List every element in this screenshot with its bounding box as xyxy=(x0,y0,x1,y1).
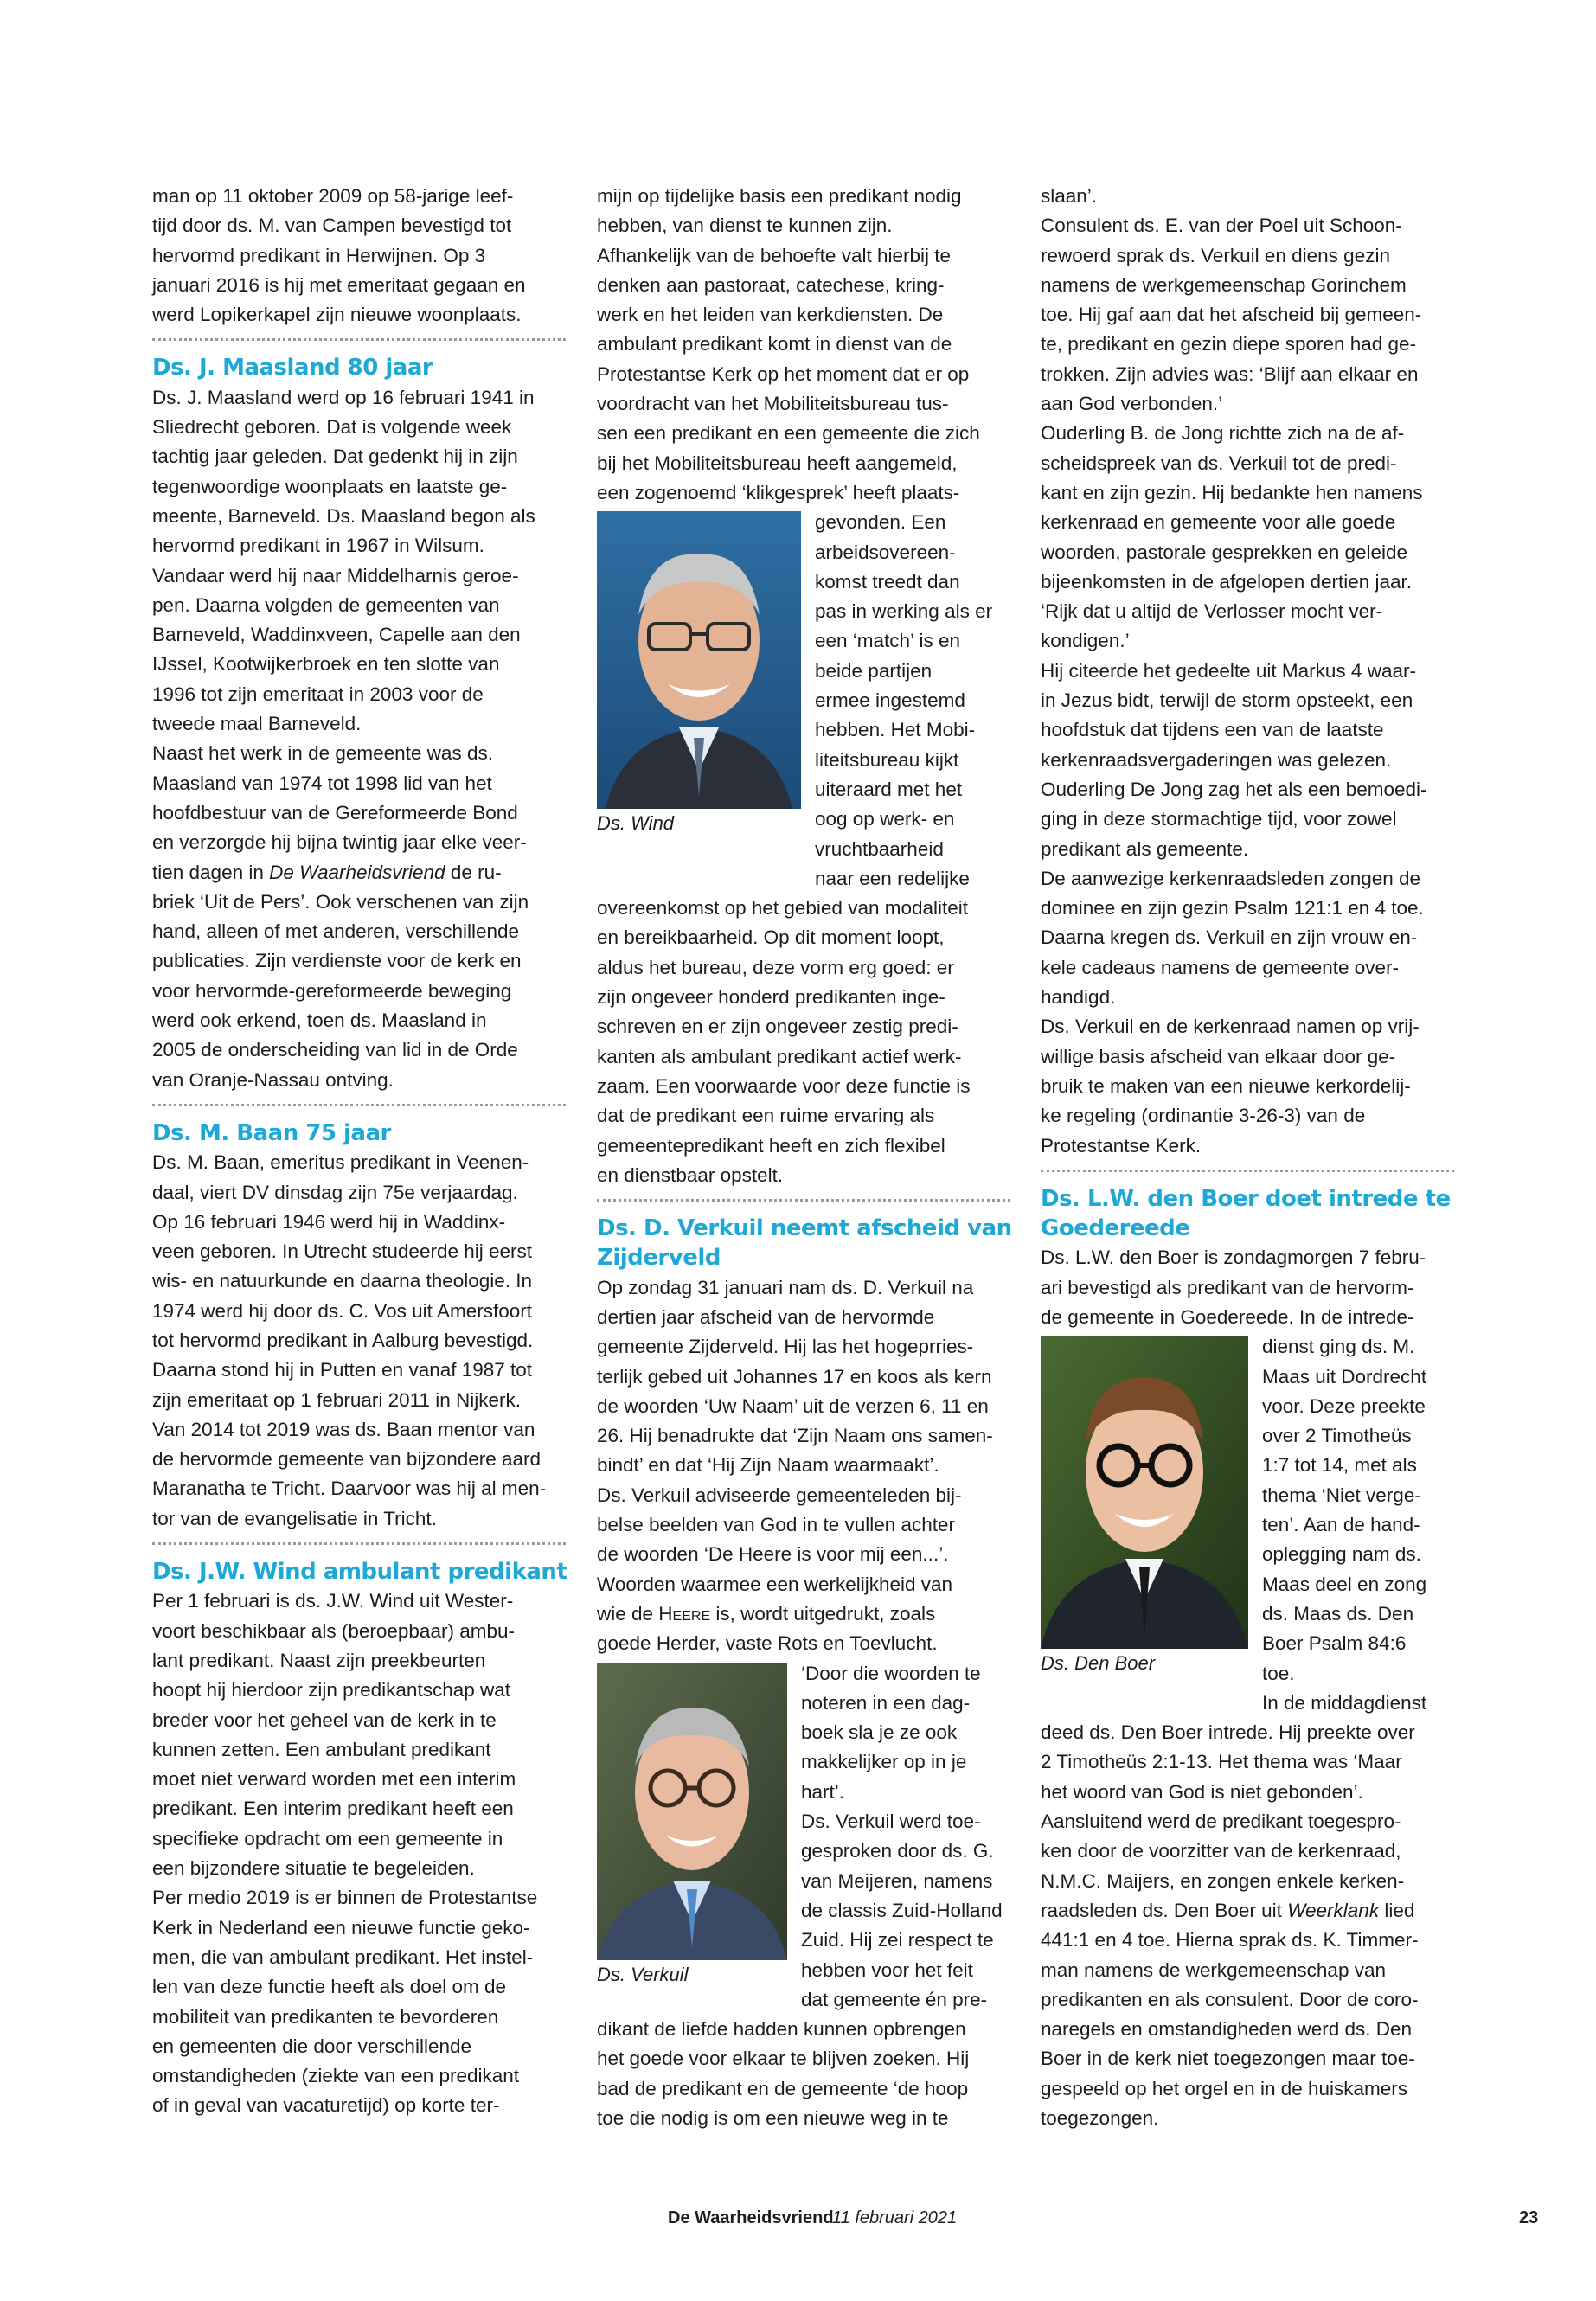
text-line: tweede maal Barneveld. xyxy=(152,713,362,735)
text-line: voor hervormde-gereformeerde beweging xyxy=(152,979,512,1002)
den-boer-weerklank-line: raadsleden ds. Den Boer uit Weerklank lied xyxy=(1041,1899,1415,1921)
verkuil-heere-line: wie de Heere is, wordt uitgedrukt, zoals xyxy=(597,1602,936,1625)
text-line: Protestantse Kerk op het moment dat er op xyxy=(597,362,970,385)
text-line: tor van de evangelisatie in Tricht. xyxy=(152,1507,437,1529)
text-line: bindt’ en dat ‘Hij Zijn Naam waarmaakt’. xyxy=(597,1454,939,1477)
text-line: De aanwezige kerkenraadsleden zongen de xyxy=(1041,867,1421,889)
text-line: Maranatha te Tricht. Daarvoor was hij al men- xyxy=(152,1477,547,1500)
text-line: oog op werk- en xyxy=(815,808,955,830)
den-boer-text-b xyxy=(1041,1718,1454,1896)
text-line: ging in deze stormachtige tijd, voor zowel xyxy=(1041,808,1397,830)
text-line: denken aan pastoraat, catechese, kring- xyxy=(597,273,945,296)
text-line: Van 2014 tot 2019 was ds. Baan mentor van xyxy=(152,1418,535,1440)
text-line: vruchtbaarheid xyxy=(815,837,944,860)
text-line: toe die nodig is om een nieuwe weg in te xyxy=(597,2107,949,2129)
text-line: gesproken door ds. G. xyxy=(801,1840,994,1862)
text-line: mobiliteit van predikanten te bevorderen xyxy=(152,2005,499,2028)
text-line: breder voor het geheel van de kerk in te xyxy=(152,1708,497,1731)
text-line: Ds. J. Maasland werd op 16 februari 1941 in xyxy=(152,386,535,408)
column-1 xyxy=(152,182,566,2121)
text-line: in Jezus bidt, terwijl de storm opsteekt, een xyxy=(1041,689,1413,712)
text-line: ‘Rijk dat u altijd de Verlosser mocht ver- xyxy=(1041,600,1383,623)
den-boer-text xyxy=(1041,1243,1454,1332)
text-line: werk en het leiden van kerkdiensten. De xyxy=(597,304,944,326)
wind-text-end xyxy=(597,894,1010,1190)
maasland-text-b xyxy=(152,888,566,1095)
text-line: schreven en er zijn ongeveer zestig predi- xyxy=(597,1016,958,1038)
text-line: 2 Timotheüs 2:1-13. Het thema was ‘Maar xyxy=(1041,1751,1402,1773)
text-line: zijn emeritaat op 1 februari 2011 in Nijkerk. xyxy=(152,1388,522,1411)
text-line: hervormd predikant in 1967 in Wilsum. xyxy=(152,535,484,557)
text-line: tegenwoordige woonplaats en laatste ge- xyxy=(152,475,508,497)
text-line: hand, alleen of met anderen, verschillende xyxy=(152,920,520,943)
den-boer-text-c xyxy=(1041,1926,1454,2133)
text-line: ke regeling (ordinantie 3-26-3) van de xyxy=(1041,1105,1366,1127)
wind-photo-block xyxy=(597,508,1010,894)
text-line: moet niet verward worden met een interim xyxy=(152,1768,516,1791)
text-line: predikant als gemeente. xyxy=(1041,837,1249,860)
wind-side-text xyxy=(815,508,1010,894)
text-line: zijn ongeveer honderd predikanten inge- xyxy=(597,986,945,1009)
text-line: pen. Daarna volgden de gemeenten van xyxy=(152,593,500,616)
text-line: slaan’. xyxy=(1041,185,1098,207)
heading-verkuil: Ds. D. Verkuil neemt afscheid van Zijderveld xyxy=(597,1215,1012,1272)
text-line: meente, Barneveld. Ds. Maasland begon als xyxy=(152,504,535,527)
text-line: Maas uit Dordrecht xyxy=(1262,1365,1427,1388)
text-line: ten’. Aan de hand- xyxy=(1262,1514,1420,1536)
verkuil-text-line: goede Herder, vaste Rots en Toevlucht. xyxy=(597,1632,938,1655)
text-line: dat de predikant een ruime ervaring als xyxy=(597,1105,935,1127)
text-line: publicaties. Zijn verdienste voor de kerk en xyxy=(152,950,522,972)
text-line: van Oranje-Nassau ontving. xyxy=(152,1068,394,1091)
heading-maasland: Ds. J. Maasland 80 jaar xyxy=(152,355,433,381)
wind-text xyxy=(152,1586,566,2120)
intro-paragraph xyxy=(152,182,566,330)
text-line: Aansluitend werd de predikant toegespro- xyxy=(1041,1811,1401,1833)
text-line: specifieke opdracht om een gemeente in xyxy=(152,1827,503,1849)
text-line: Kerk in Nederland een nieuwe functie geko- xyxy=(152,1916,530,1939)
text-line: bad de predikant en de gemeente ‘de hoop xyxy=(597,2077,969,2099)
text-line: het woord van God is niet gebonden’. xyxy=(1041,1780,1363,1803)
page-number: 23 xyxy=(1519,2208,1539,2227)
text-line: dominee en zijn gezin Psalm 121:1 en 4 toe. xyxy=(1041,897,1424,920)
text-line: werd ook erkend, toen ds. Maasland in xyxy=(152,1009,487,1032)
text-line: Sliedrecht geboren. Dat is volgende week xyxy=(152,416,512,439)
text-line: Vandaar werd hij naar Middelharnis geroe- xyxy=(152,564,519,586)
text-line: kondigen.’ xyxy=(1041,630,1130,652)
text-line: In de middagdienst xyxy=(1262,1691,1427,1714)
text-line: men, die van ambulant predikant. Het instel- xyxy=(152,1945,534,1968)
den-boer-photo-block xyxy=(1041,1332,1454,1718)
text-line: toegezongen. xyxy=(1041,2107,1159,2129)
text-line: bruik te maken van een nieuwe kerkordelij- xyxy=(1041,1074,1411,1097)
text-line: deed ds. Den Boer intrede. Hij preekte over xyxy=(1041,1721,1415,1744)
text-line: een zogenoemd ‘klikgesprek’ heeft plaats- xyxy=(597,481,960,503)
portrait-illustration xyxy=(597,1663,787,1960)
text-line: Ouderling B. de Jong richtte zich na de af- xyxy=(1041,422,1405,445)
text-line: 1:7 tot 14, met als xyxy=(1262,1454,1417,1477)
photo-ds-wind xyxy=(597,511,801,809)
heading-baan: Ds. M. Baan 75 jaar xyxy=(152,1119,391,1146)
text-line: hervormd predikant in Herwijnen. Op 3 xyxy=(152,244,486,266)
text-line: makkelijker op in je xyxy=(801,1751,967,1773)
maasland-text-a xyxy=(152,383,566,858)
text-line: briek ‘Uit de Pers’. Ook verschenen van zijn xyxy=(152,890,529,913)
text-line: ds. Maas ds. Den xyxy=(1262,1602,1414,1625)
text-line: dat gemeente én pre- xyxy=(801,1988,988,2010)
text-line: pas in werking als er xyxy=(815,600,993,623)
text-line: voordracht van het Mobiliteitsbureau tus- xyxy=(597,393,949,415)
verkuil-side-text xyxy=(801,1659,1010,2016)
text-line: uiteraard met het xyxy=(815,778,963,800)
text-line: Per medio 2019 is er binnen de Protestantse xyxy=(152,1887,538,1909)
text-line: voort beschikbaar als (beroepbaar) ambu- xyxy=(152,1619,515,1642)
text-line: te, predikant en gezin diepe sporen had ge- xyxy=(1041,333,1417,356)
text-line: handigd. xyxy=(1041,986,1116,1009)
text-line: hebben voor het feit xyxy=(801,1958,973,1981)
text-line: de woorden ‘Uw Naam’ uit de verzen 6, 11 en xyxy=(597,1394,989,1417)
text-line: het goede voor elkaar te blijven zoeken. Hij xyxy=(597,2048,970,2070)
text-line: dikant de liefde hadden kunnen opbrengen xyxy=(597,2018,966,2041)
photo-caption-wind: Ds. Wind xyxy=(597,812,675,835)
text-line: de hervormde gemeente van bijzondere aard xyxy=(152,1448,542,1471)
text-line: wis- en natuurkunde en daarna theologie. In xyxy=(152,1270,533,1292)
photo-ds-den-boer xyxy=(1041,1336,1248,1649)
text-line: de classis Zuid-Holland xyxy=(801,1899,1003,1921)
text-line: de woorden ‘De Heere is voor mij een...’. xyxy=(597,1543,949,1566)
text-line: of in geval van vacaturetijd) op korte ter- xyxy=(152,2094,500,2117)
text-line: trokken. Zijn advies was: ‘Blijf aan elkaar en xyxy=(1041,362,1419,385)
text-line: over 2 Timotheüs xyxy=(1262,1425,1412,1447)
text-line: overeenkomst op het gebied van modaliteit xyxy=(597,897,969,920)
text-line: ari bevestigd als predikant van de hervorm- xyxy=(1041,1276,1414,1298)
text-line: Per 1 februari is ds. J.W. Wind uit Wester- xyxy=(152,1590,514,1612)
text-line: noteren in een dag- xyxy=(801,1691,971,1714)
text-line: scheidspreek van ds. Verkuil tot de predi- xyxy=(1041,452,1397,474)
text-line: N.M.C. Maijers, en zongen enkele kerken- xyxy=(1041,1869,1405,1892)
text-line: een bijzondere situatie te begeleiden. xyxy=(152,1857,475,1880)
text-line: Ds. Verkuil werd toe- xyxy=(801,1811,981,1833)
separator xyxy=(152,338,566,353)
text-line: Maasland van 1974 tot 1998 lid van het xyxy=(152,772,492,794)
text-line: hart’. xyxy=(801,1780,845,1803)
column-2 xyxy=(597,182,1010,2133)
text-line: kanten als ambulant predikant actief werk- xyxy=(597,1045,962,1067)
text-line: lant predikant. Naast zijn preekbeurten xyxy=(152,1649,486,1671)
text-line: komst treedt dan xyxy=(815,570,960,593)
text-line: aldus het bureau, deze vorm erg goed: er xyxy=(597,956,954,978)
text-line: Naast het werk in de gemeente was ds. xyxy=(152,742,493,765)
text-line: dertien jaar afscheid van de hervormde xyxy=(597,1305,935,1328)
text-line: Daarna stond hij in Putten en vanaf 1987 tot xyxy=(152,1359,533,1381)
text-line: Consulent ds. E. van der Poel uit Schoon- xyxy=(1041,215,1402,237)
text-line: en bereikbaarheid. Op dit moment loopt, xyxy=(597,926,945,949)
text-line: en gemeenten die door verschillende xyxy=(152,2035,471,2057)
text-line: aan God verbonden.’ xyxy=(1041,393,1223,415)
text-line: werd Lopikerkapel zijn nieuwe woonplaats. xyxy=(152,304,522,326)
text-line: en dienstbaar opstelt. xyxy=(597,1163,784,1186)
text-line: Ds. L.W. den Boer is zondagmorgen 7 febru- xyxy=(1041,1247,1426,1269)
separator xyxy=(597,1199,1010,1214)
text-line: van Meijeren, namens xyxy=(801,1869,993,1892)
text-line: gespeeld op het orgel en in de huiskamers xyxy=(1041,2077,1408,2099)
text-line: ermee ingestemd xyxy=(815,689,965,712)
text-line: Maas deel en zong xyxy=(1262,1573,1427,1595)
text-line: een ‘match’ is en xyxy=(815,630,961,652)
text-line: 26. Hij benadrukte dat ‘Zijn Naam ons samen- xyxy=(597,1425,993,1447)
text-line: Woorden waarmee een werkelijkheid van xyxy=(597,1573,953,1595)
text-line: tot hervormd predikant in Aalburg bevestigd. xyxy=(152,1329,534,1351)
text-line: Ds. Verkuil en de kerkenraad namen op vrij- xyxy=(1041,1016,1420,1038)
photo-caption-verkuil: Ds. Verkuil xyxy=(597,1963,689,1985)
text-line: daal, viert DV dinsdag zijn 75e verjaardag. xyxy=(152,1181,518,1203)
text-line: thema ‘Niet verge- xyxy=(1262,1484,1421,1506)
text-line: bij het Mobiliteitsbureau heeft aangemeld, xyxy=(597,452,958,474)
maasland-italic-line: tien dagen in De Waarheidsvriend de ru- xyxy=(152,861,502,883)
text-line: kerkenraad en gemeente voor alle goede xyxy=(1041,511,1396,534)
text-line: bijeenkomsten in de afgelopen dertien jaar. xyxy=(1041,570,1413,593)
text-line: hebben, van dienst te kunnen zijn. xyxy=(597,215,893,237)
text-line: naar een redelijke xyxy=(815,867,970,889)
text-line: arbeidsovereen- xyxy=(815,541,956,563)
separator xyxy=(152,1104,566,1118)
text-line: man namens de werkgemeenschap van xyxy=(1041,1958,1386,1981)
text-line: mijn op tijdelijke basis een predikant nodig xyxy=(597,185,962,207)
text-line: kunnen zetten. Een ambulant predikant xyxy=(152,1738,491,1760)
text-line: 1974 werd hij door ds. C. Vos uit Amersfoort xyxy=(152,1299,532,1322)
text-line: hoofdbestuur van de Gereformeerde Bond xyxy=(152,801,518,824)
text-line: Op 16 februari 1946 werd hij in Waddinx- xyxy=(152,1210,506,1233)
text-line: woorden, pastorale gesprekken en geleide xyxy=(1041,541,1408,563)
text-line: kerkenraadsvergaderingen was gelezen. xyxy=(1041,748,1392,771)
heading-den-boer: Ds. L.W. den Boer doet intrede te Goedereede xyxy=(1041,1185,1451,1242)
verkuil-photo-block xyxy=(597,1659,1010,2016)
text-line: Ds. Verkuil adviseerde gemeenteleden bij- xyxy=(597,1484,962,1506)
text-line: hoofdstuk dat tijdens een van de laatste xyxy=(1041,719,1384,741)
baan-text xyxy=(152,1148,566,1534)
text-line: IJssel, Kootwijkerbroek en ten slotte van xyxy=(152,653,500,676)
verkuil-continued-text xyxy=(1041,182,1454,1161)
text-line: gemeentepredikant heeft en zich flexibel xyxy=(597,1134,945,1157)
text-line: gevonden. Een xyxy=(815,511,946,534)
text-line: boek sla je ze ook xyxy=(801,1721,958,1744)
text-line: tijd door ds. M. van Campen bevestigd tot xyxy=(152,215,512,237)
text-line: man op 11 oktober 2009 op 58-jarige leef- xyxy=(152,185,514,207)
text-line: omstandigheden (ziekte van een predikant xyxy=(152,2065,520,2087)
text-line: Boer in de kerk niet toegezongen maar toe- xyxy=(1041,2048,1415,2070)
text-line: 2005 de onderscheiding van lid in de Orde xyxy=(152,1039,518,1061)
text-line: hebben. Het Mobi- xyxy=(815,719,976,741)
text-line: januari 2016 is hij met emeritaat gegaan en xyxy=(152,273,526,296)
separator xyxy=(152,1542,566,1557)
text-line: ken door de voorzitter van de kerkenraad, xyxy=(1041,1840,1401,1862)
text-line: 1996 tot zijn emeritaat in 2003 voor de xyxy=(152,683,484,705)
text-line: kant en zijn gezin. Hij bedankte hen namens xyxy=(1041,481,1423,503)
verkuil-text xyxy=(597,1273,1010,1599)
text-line: gemeente Zijderveld. Hij las het hogeprries- xyxy=(597,1336,974,1358)
text-line: Hij citeerde het gedeelte uit Markus 4 waar- xyxy=(1041,659,1416,682)
text-line: toe. xyxy=(1262,1662,1295,1684)
text-line: predikant. Een interim predikant heeft een xyxy=(152,1798,514,1820)
text-line: veen geboren. In Utrecht studeerde hij eerst xyxy=(152,1240,533,1263)
text-line: terlijk gebed uit Johannes 17 en koos als kern xyxy=(597,1365,992,1388)
portrait-illustration xyxy=(597,511,801,809)
text-line: rewoerd sprak ds. Verkuil en diens gezin xyxy=(1041,244,1390,266)
text-line: oplegging nam ds. xyxy=(1262,1543,1421,1566)
text-line: ambulant predikant komt in dienst van de xyxy=(597,333,952,356)
text-line: toe. Hij gaf aan dat het afscheid bij gemeen- xyxy=(1041,304,1422,326)
text-line: Boer Psalm 84:6 xyxy=(1262,1632,1407,1655)
heading-wind: Ds. J.W. Wind ambulant predikant xyxy=(152,1559,567,1586)
text-line: namens de werkgemeenschap Gorinchem xyxy=(1041,273,1407,296)
text-line: liteitsbureau kijkt xyxy=(815,748,959,771)
wind-continued-text xyxy=(597,182,1010,508)
issue-date: 11 februari 2021 xyxy=(832,2208,958,2227)
photo-caption-den-boer: Ds. Den Boer xyxy=(1041,1652,1156,1675)
text-line: Daarna kregen ds. Verkuil en zijn vrouw en- xyxy=(1041,926,1418,949)
text-line: belse beelden van God in te vullen achter xyxy=(597,1514,956,1536)
text-line: Op zondag 31 januari nam ds. D. Verkuil na xyxy=(597,1276,974,1298)
text-line: beide partijen xyxy=(815,659,933,682)
den-boer-side-text xyxy=(1262,1332,1454,1718)
text-line: dienst ging ds. M. xyxy=(1262,1336,1415,1358)
text-line: ‘Door die woorden te xyxy=(801,1662,981,1684)
text-line: de gemeente in Goedereede. In de intrede- xyxy=(1041,1305,1414,1328)
text-line: Zuid. Hij zei respect te xyxy=(801,1929,994,1952)
text-line: predikanten en als consulent. Door de coro- xyxy=(1041,1988,1419,2010)
text-line: tachtig jaar geleden. Dat gedenkt hij in zijn xyxy=(152,445,518,468)
text-line: willige basis afscheid van elkaar door ge- xyxy=(1041,1045,1396,1067)
text-line: zaam. Een voorwaarde voor deze functie is xyxy=(597,1074,971,1097)
text-line: Ouderling De Jong zag het als een bemoedi- xyxy=(1041,778,1427,800)
text-line: Afhankelijk van de behoefte valt hierbij te xyxy=(597,244,952,266)
verkuil-text-end xyxy=(597,2015,1010,2133)
text-line: Ds. M. Baan, emeritus predikant in Veenen- xyxy=(152,1151,529,1174)
text-line: Barneveld, Waddinxveen, Capelle aan den xyxy=(152,624,521,646)
text-line: Protestantse Kerk. xyxy=(1041,1134,1202,1157)
magazine-name: De Waarheidsvriend xyxy=(668,2208,834,2227)
separator xyxy=(1041,1170,1454,1184)
text-line: kele cadeaus namens de gemeente over- xyxy=(1041,956,1400,978)
text-line: naregels en omstandigheden werd ds. Den xyxy=(1041,2018,1413,2041)
text-line: 441:1 en 4 toe. Hierna sprak ds. K. Timmer- xyxy=(1041,1929,1419,1952)
text-line: sen een predikant en een gemeente die zich xyxy=(597,422,980,445)
text-line: voor. Deze preekte xyxy=(1262,1394,1426,1417)
text-line: en verzorgde hij bijna twintig jaar elke veer- xyxy=(152,831,527,854)
text-line: hoopt hij hierdoor zijn predikantschap wat xyxy=(152,1679,510,1702)
portrait-illustration xyxy=(1041,1336,1248,1649)
text-line: len van deze functie heeft als doel om de xyxy=(152,1976,507,1998)
photo-ds-verkuil xyxy=(597,1663,787,1960)
column-3 xyxy=(1041,182,1454,2133)
